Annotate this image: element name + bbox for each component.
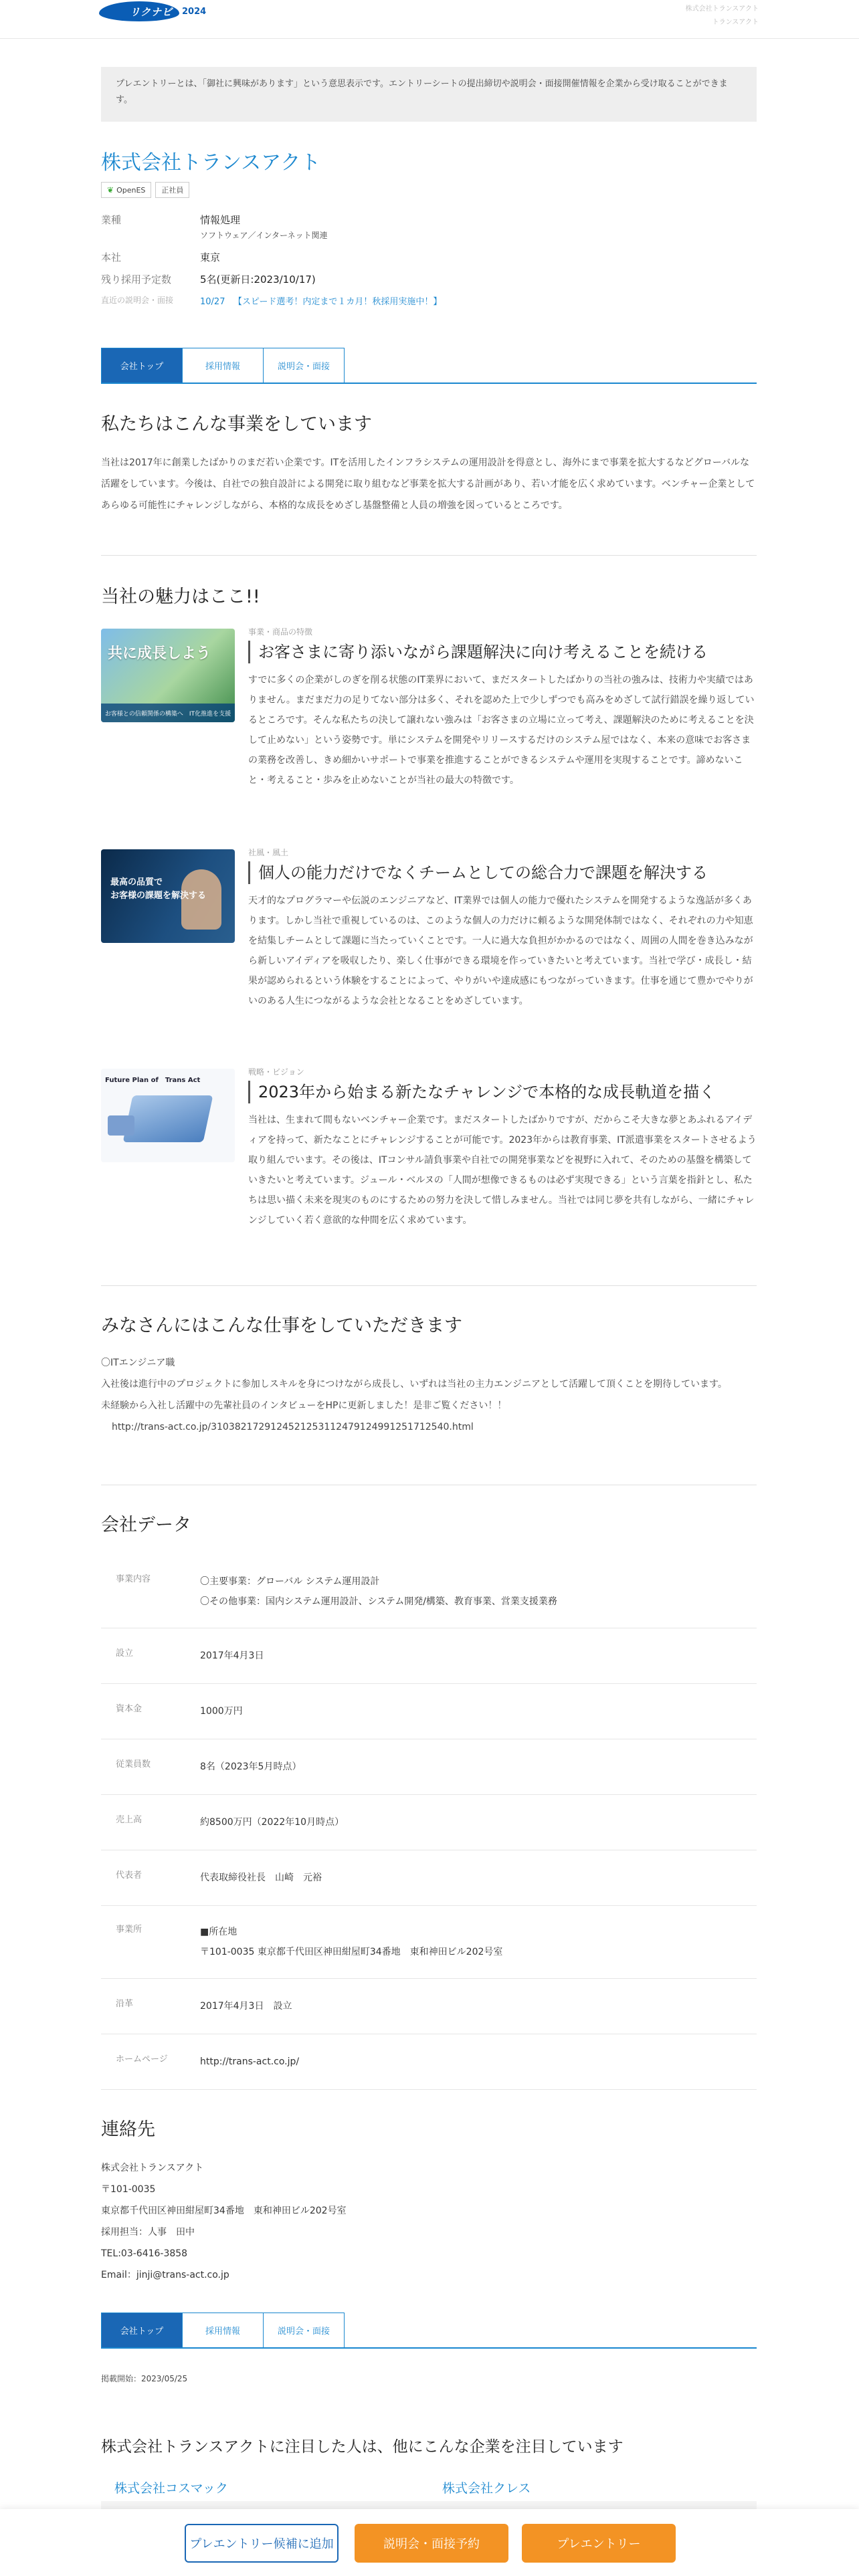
remaining-label: 残り採用予定数: [101, 274, 172, 286]
company-tabs-bottom: [101, 2313, 757, 2349]
data-row: [101, 1979, 757, 2034]
header-right-line1: 株式会社トランスアクト: [685, 5, 759, 13]
appeal-image-1: [101, 629, 235, 722]
data-value: 代表取締役社長 山崎 元裕: [200, 1872, 322, 1883]
tag-label: 正社員: [161, 186, 184, 195]
data-value: 〇主要事業：グローバル システム運用設計: [200, 1576, 380, 1587]
preentry-button[interactable]: プレエントリー: [522, 2524, 676, 2563]
contact-line: 採用担当：人事 田中: [101, 2227, 195, 2238]
contact-line: Email：jinji@trans-act.co.jp: [101, 2270, 229, 2280]
tab-company-top[interactable]: 会社トップ: [101, 348, 183, 383]
hq-value: 東京: [200, 251, 221, 263]
data-key: 従業員数: [116, 1759, 151, 1769]
site-logo[interactable]: [99, 1, 209, 21]
business-text: 当社は2017年に創業したばかりのまだ若い企業です。ITを活用したインフラシステムの運用設計を得意とし、海外にまで事業を拡大するなどグローバルな活躍をしています。今後は、自社での独自設計による開発に取り組むなど事業を拡大する計画があり、若い才能を広く求めています。ベンチャー企業としてあらゆる可能性にチャレンジしながら、本格的な成長をめざし基盤整備と人員の増強を図っているところです。: [101, 457, 755, 511]
hq-label: 本社: [101, 251, 122, 263]
event-date: 10/27: [200, 297, 225, 307]
data-key: ホームページ: [116, 2054, 168, 2064]
image-text: 最高の品質で お客様の課題を解決する: [110, 877, 207, 901]
data-value: 8名（2023年5月時点）: [200, 1761, 302, 1772]
seminar-reserve-button[interactable]: 説明会・面接予約: [355, 2524, 508, 2563]
contact-line: 〒101-0035: [101, 2184, 156, 2195]
related-company-2[interactable]: 株式会社クレス: [442, 2481, 531, 2496]
appeal-title: お客さまに寄り添いながら課題解決に向け考えることを続ける: [248, 641, 757, 663]
image-text: Future Plan of Trans Act: [105, 1077, 201, 1084]
industry-label: 業種: [101, 214, 122, 226]
event-text: 【スピード選考！内定まで１カ月！秋採用実施中！】: [233, 297, 442, 307]
data-row: [101, 1628, 757, 1684]
appeal-category: 社風・風土: [248, 848, 289, 857]
work-link[interactable]: http://trans-act.co.jp/31038217291245212531124791249912517125​40.html: [112, 1422, 474, 1432]
contact-line: 東京都千代田区神田紺屋町34番地 東和神田ビル202号室: [101, 2206, 347, 2216]
data-value: 1000万円: [200, 1706, 243, 1717]
industry-value: 情報処理: [200, 214, 241, 226]
company-data-table: [101, 1555, 757, 2090]
event-label: 直近の説明会・面接: [101, 296, 174, 305]
appeal-body: 天才的なプログラマーや伝説のエンジニアなど、IT業界では個人の能力で優れたシステムを開発するような逸話が多くあります。しかし当社で重視しているのは、このような個人の力だけに頼るような開発体制ではなく、それぞれの力や知恵を結集しチームとして課題に当たっていくことです。一人に過大な負担がかかるのではなく、周囲の人間を巻き込みながら新しいアイディアを吸収したり、楽しく仕事ができる環境を作っていきたいと考えています。当社で学び・成長し・結果が認められるという体験をすることによって、やりがいや達成感にもつながっていきます。仕事を通じて豊かでやりがいのある人生につながるような会社となることをめざしています。: [248, 895, 753, 1006]
data-value: 2017年4月3日: [200, 1650, 264, 1661]
divider: [101, 1285, 757, 1286]
preentry-notice: プレエントリーとは、「御社に興味があります」という意思表示です。エントリーシートの提出締切や説明会・面接開催情報を企業から受け取ることができます。: [101, 67, 757, 122]
data-value: 約8500万円（2022年10月時点）: [200, 1817, 345, 1828]
contact-block: [101, 2157, 347, 2286]
work-line: 未経験から入社し活躍中の先輩社員のインタビューをHPに更新しました！是非ご覧ください！！: [101, 1400, 507, 1411]
add-preentry-candidate-button[interactable]: プレエントリー候補に追加: [185, 2524, 339, 2563]
data-row: [101, 2034, 757, 2090]
page-title: 株式会社トランスアクト: [101, 151, 321, 175]
tab-seminar[interactable]: 説明会・面接: [263, 348, 345, 383]
work-text: [101, 1352, 757, 1438]
contact-heading: 連絡先: [101, 2119, 155, 2140]
tab-seminar[interactable]: 説明会・面接: [263, 2313, 345, 2347]
isometric-graphic: [123, 1095, 213, 1142]
company-data-heading: 会社データ: [101, 1515, 191, 1535]
appeal-title: 2023年から始まる新たなチャレンジで本格的な成長軌道を描く: [248, 1081, 757, 1103]
tab-company-top[interactable]: 会社トップ: [101, 2313, 183, 2347]
appeal-body: 当社は、生まれて間もないベンチャー企業です。まだスタートしたばかりですが、だからこそ大きな夢とあふれるアイディアを持って、新たなことにチャレンジすることが可能です。2023年からは教育事業、IT派遣事業をスタートさせるよう取り組んでいます。その後は、ITコンサル請負事業や自社での開発事業などを視野に入れて、そのための基盤を構築していきたいと考えています。ジュール・ベルヌの「人間が想像できるものは必ず実現できる」という言葉を指針とし、私たちは思い描く未来を現実のものにするための努力を決して惜しみません。当社では同じ夢を共有しながら、一緒にチャレンジしていく若く意欲的な仲間を広く求めています。: [248, 1115, 757, 1226]
isometric-graphic-small: [108, 1115, 134, 1136]
data-row: [101, 1555, 757, 1628]
tag-label: OpenES: [116, 185, 146, 195]
company-tabs-top: [101, 348, 757, 384]
data-key: 事業内容: [116, 1574, 151, 1584]
data-value: 2017年4月3日 設立: [200, 2001, 292, 2012]
site-header: [0, 0, 859, 39]
appeal-heading: 当社の魅力はここ!!: [101, 586, 260, 607]
related-heading: 株式会社トランスアクトに注目した人は、他にこんな企業を注目しています: [101, 2438, 624, 2456]
data-key: 資本金: [116, 1704, 142, 1714]
data-row: [101, 1795, 757, 1850]
logo-year: 2024: [182, 6, 207, 17]
data-key: 沿革: [116, 1999, 134, 2009]
contact-line: TEL:03-6416-3858: [101, 2248, 188, 2259]
data-key: 代表者: [116, 1870, 142, 1881]
image-caption: お客様との信頼関係の構築へ IT化推進を支援: [101, 704, 235, 722]
data-key: 設立: [116, 1648, 134, 1658]
appeal-body: すでに多くの企業がしのぎを削る状態のIT業界において、まだスタートしたばかりの当社の強みは、技術力や実績ではありません。まだまだ力の足りてない部分は多く、それを認めた上で少しずつでも高みをめざして試行錯誤を繰り返しているところです。そんな私たちの決して譲れない強みは「お客さまの立場に立って考え、課題解決のために考えることを決して止めない」という姿勢です。単にシステムを開発やリリースするだけのシステム屋ではなく、本来の意味でお客さまの業務を改善し、きめ細かいサポートで事業を推進することができるシステムや運用を実現することです。諦めないこと・考えること・歩みを止めないことが当社の最大の特徴です。: [248, 675, 755, 786]
data-row: [101, 1739, 757, 1795]
logo-text: リクナビ: [130, 5, 173, 18]
industry-sub: ソフトウェア／インターネット関連: [200, 231, 328, 240]
data-row: [101, 1906, 757, 1979]
divider: [101, 555, 757, 556]
company-summary: [101, 213, 442, 312]
image-text: 共に成長しよう: [108, 645, 211, 662]
related-company-1[interactable]: 株式会社コスマック: [114, 2481, 228, 2496]
company-tags: [101, 182, 189, 198]
work-line: 〇ITエンジニア職: [101, 1358, 175, 1368]
appeal-category: 事業・商品の特徴: [248, 627, 313, 637]
data-row: [101, 1850, 757, 1906]
business-heading: 私たちはこんな事業をしています: [101, 414, 372, 435]
data-key: 売上高: [116, 1815, 142, 1825]
appeal-category: 戦略・ビジョン: [248, 1067, 304, 1077]
data-value: 〇その他事業：国内システム運用設計、システム開発/構築、教育事業、営業支援業務: [200, 1596, 557, 1607]
remaining-value: 5名(更新日:2023/10/17): [200, 274, 316, 286]
posted-date: 掲載開始：2023/05/25: [101, 2374, 188, 2383]
data-row: [101, 1684, 757, 1739]
header-right-line2: トランスアクト: [712, 19, 759, 26]
leaf-icon: ❦: [107, 185, 114, 195]
tag-fulltime: [155, 182, 189, 198]
contact-line: 株式会社トランスアクト: [101, 2163, 204, 2173]
homepage-link[interactable]: http://trans-act.co.jp/: [200, 2056, 300, 2067]
appeal-image-2: [101, 849, 235, 943]
data-key: 事業所: [116, 1925, 142, 1935]
tab-recruit-info[interactable]: 採用情報: [182, 348, 264, 383]
tab-recruit-info[interactable]: 採用情報: [182, 2313, 264, 2347]
data-value: ■所在地: [200, 1927, 237, 1937]
event-link[interactable]: [200, 294, 442, 307]
data-value: 〒101-0035 東京都千代田区神田紺屋町34番地 東和神田ビル202号室: [200, 1947, 503, 1957]
work-heading: みなさんにはこんな仕事をしていただきます: [101, 1315, 462, 1336]
appeal-title: 個人の能力だけでなくチームとしての総合力で課題を解決する: [248, 861, 757, 884]
work-line: 入社後は進行中のプロジェクトに参加しスキルを身につけながら成長し、いずれは当社の主力エンジニアとして活躍して頂くことを期待しています。: [101, 1379, 727, 1390]
appeal-image-3: [101, 1069, 235, 1162]
header-company-name: [686, 3, 759, 29]
tag-openes: [101, 182, 151, 198]
bottom-action-bar: [0, 2509, 859, 2576]
